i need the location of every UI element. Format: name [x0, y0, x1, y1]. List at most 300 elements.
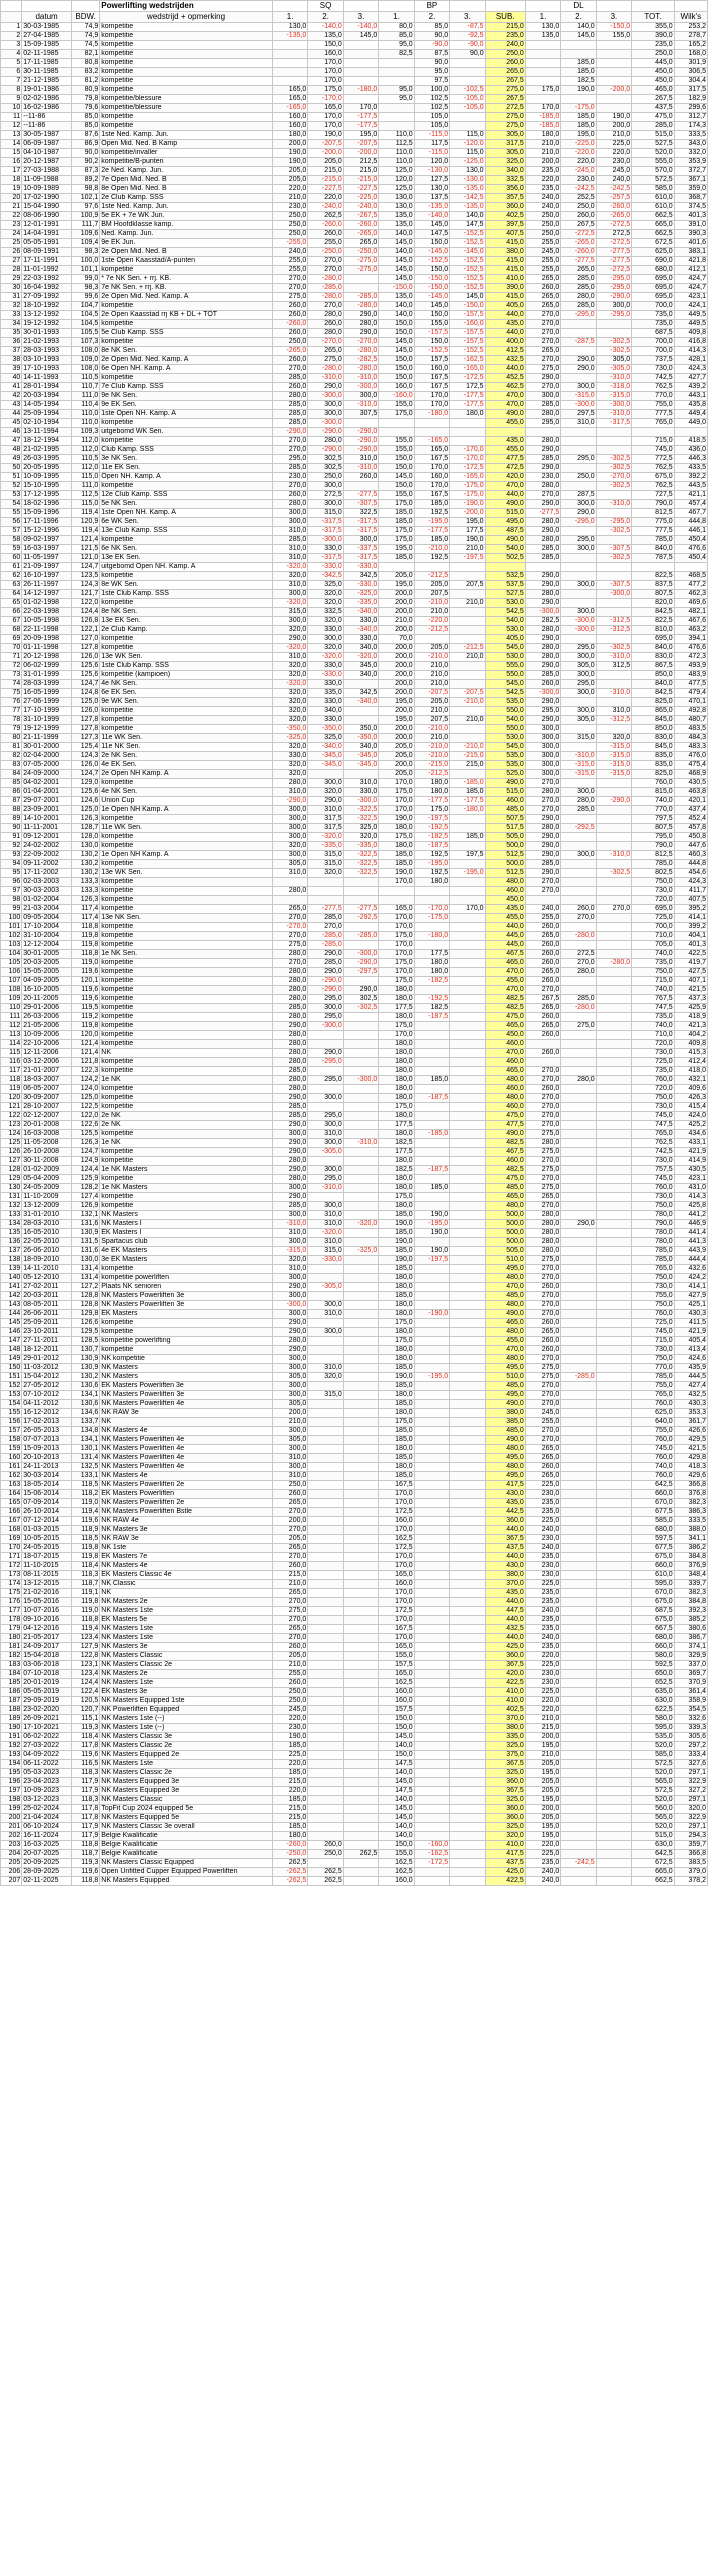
bench-2-cell	[414, 1463, 449, 1472]
total-cell: 630,0	[632, 1841, 675, 1850]
squat-1-cell: 285,0	[272, 536, 307, 545]
bench-2-cell	[414, 1697, 449, 1706]
total-cell: 585,0	[632, 1751, 675, 1760]
row-number: 2	[1, 32, 22, 41]
deadlift-1-cell: 210,0	[525, 1751, 560, 1760]
squat-2-cell: 270,0	[308, 302, 343, 311]
deadlift-1-cell: 270,0	[525, 797, 560, 806]
row-number: 125	[1, 1139, 22, 1148]
event-cell: Club Kamp. SSS	[100, 446, 273, 455]
bench-2-cell: 175,0	[414, 806, 449, 815]
wilks-cell: 354,5	[674, 1706, 707, 1715]
total-cell: 812,5	[632, 509, 675, 518]
deadlift-2-cell: -242,5	[561, 185, 596, 194]
deadlift-2-cell	[561, 1193, 596, 1202]
bench-1-cell: 205,0	[379, 572, 414, 581]
deadlift-2-cell	[561, 572, 596, 581]
squat-3-cell: 342,5	[343, 689, 378, 698]
bench-3-cell	[450, 725, 485, 734]
bodyweight-cell: 90,0	[71, 149, 99, 158]
date-cell: 04-02-2001	[22, 779, 72, 788]
event-cell: kompetitie	[100, 986, 273, 995]
bench-3-cell	[450, 1355, 485, 1364]
squat-1-cell: 285,0	[272, 419, 307, 428]
total-cell: 700,0	[632, 302, 675, 311]
bodyweight-cell: 122,6	[71, 1121, 99, 1130]
bench-2-cell: 210,0	[414, 662, 449, 671]
squat-1-cell: -325,0	[272, 734, 307, 743]
wilks-cell: 409,8	[674, 1040, 707, 1049]
bench-2-cell: -145,0	[414, 248, 449, 257]
wilks-cell: 457,4	[674, 500, 707, 509]
event-cell: 7e Open Mid. Ned. B	[100, 176, 273, 185]
deadlift-2-cell	[561, 1184, 596, 1193]
event-cell: kompetitie	[100, 1004, 273, 1013]
squat-3-cell	[343, 1085, 378, 1094]
bench-3-cell	[450, 1445, 485, 1454]
subtotal-cell: 542,5	[485, 608, 525, 617]
subtotal-cell: 305,0	[485, 131, 525, 140]
deadlift-1-cell: -277,5	[525, 509, 560, 518]
deadlift-3-cell	[596, 1112, 631, 1121]
wilks-cell: 433,5	[674, 464, 707, 473]
bench-1-cell: 200,0	[379, 734, 414, 743]
wilks-cell: 317,5	[674, 86, 707, 95]
squat-2-cell	[308, 1040, 343, 1049]
total-cell: 700,0	[632, 347, 675, 356]
deadlift-1-cell: 275,0	[525, 1148, 560, 1157]
bench-2-cell: 150,0	[414, 266, 449, 275]
wilks-cell: 431,0	[674, 1184, 707, 1193]
deadlift-1-cell: 270,0	[525, 1292, 560, 1301]
bench-1-cell: 205,0	[379, 752, 414, 761]
total-cell: 730,0	[632, 365, 675, 374]
bench-3-cell	[450, 1391, 485, 1400]
squat-1-cell: 320,0	[272, 770, 307, 779]
bench-3-cell	[450, 1085, 485, 1094]
deadlift-1-cell: 255,0	[525, 257, 560, 266]
deadlift-3-cell	[596, 1688, 631, 1697]
subtotal-cell: 332,5	[485, 176, 525, 185]
subtotal-cell: 325,0	[485, 1742, 525, 1751]
bench-1-cell: 195,0	[379, 716, 414, 725]
date-cell: 10-05-1998	[22, 617, 72, 626]
squat-3-cell: 322,5	[343, 509, 378, 518]
bench-3-cell: -165,0	[450, 473, 485, 482]
column-header-row	[1, 12, 708, 23]
subtotal-cell: 367,5	[485, 1787, 525, 1796]
wilks-cell: 418,9	[674, 1013, 707, 1022]
event-cell: NK Masters Classic 2e	[100, 1661, 273, 1670]
row-number: 107	[1, 977, 22, 986]
date-cell: 28-09-2025	[22, 1868, 72, 1877]
bench-1-cell: 170,0	[379, 1526, 414, 1535]
event-cell: NK Masters Classic	[100, 1652, 273, 1661]
subtotal-cell: 455,0	[485, 419, 525, 428]
row-number: 51	[1, 473, 22, 482]
bench-2-cell	[414, 1616, 449, 1625]
squat-3-cell	[343, 77, 378, 86]
date-cell: 02-04-2000	[22, 752, 72, 761]
squat-2-cell	[308, 1652, 343, 1661]
deadlift-3-cell	[596, 608, 631, 617]
subtotal-cell: 275,0	[485, 113, 525, 122]
squat-1-cell: 280,0	[272, 392, 307, 401]
squat-2-cell: -345,0	[308, 761, 343, 770]
table-row	[1, 1013, 708, 1022]
deadlift-3-cell	[596, 1337, 631, 1346]
squat-3-cell	[343, 1526, 378, 1535]
deadlift-1-cell: 275,0	[525, 1364, 560, 1373]
squat-2-cell	[308, 1679, 343, 1688]
squat-1-cell: 300,0	[272, 815, 307, 824]
subtotal-cell: 540,0	[485, 545, 525, 554]
deadlift-1-cell: 255,0	[525, 1418, 560, 1427]
deadlift-1-cell: 245,0	[525, 248, 560, 257]
wilks-cell: 432,1	[674, 1076, 707, 1085]
wilks-cell: 382,3	[674, 1499, 707, 1508]
squat-1-cell: 280,0	[272, 995, 307, 1004]
bench-3-cell	[450, 1805, 485, 1814]
deadlift-2-cell	[561, 1265, 596, 1274]
bench-1-cell: 190,0	[379, 1220, 414, 1229]
bench-2-cell	[414, 1337, 449, 1346]
squat-3-cell: -322,5	[343, 860, 378, 869]
total-cell: 592,5	[632, 1661, 675, 1670]
row-number: 168	[1, 1526, 22, 1535]
table-row	[1, 590, 708, 599]
squat-1-cell: 185,0	[272, 1742, 307, 1751]
subtotal-cell: 440,0	[485, 311, 525, 320]
date-cell: 13-12-2015	[22, 1580, 72, 1589]
bench-2-cell: -192,5	[414, 995, 449, 1004]
squat-2-cell: 315,0	[308, 1247, 343, 1256]
squat-2-cell: 205,0	[308, 158, 343, 167]
event-cell: kompetitie	[100, 995, 273, 1004]
wilks-cell: 407,5	[674, 896, 707, 905]
bodyweight-cell: 130,9	[71, 1355, 99, 1364]
squat-2-cell: 285,0	[308, 959, 343, 968]
squat-1-cell: 310,0	[272, 869, 307, 878]
date-cell: 28-03-2010	[22, 1220, 72, 1229]
deadlift-3-cell	[596, 1553, 631, 1562]
row-number: 136	[1, 1238, 22, 1247]
squat-3-cell	[343, 1742, 378, 1751]
deadlift-3-cell: -317,5	[596, 419, 631, 428]
date-cell: 09-11-2002	[22, 860, 72, 869]
event-cell: NK Masters	[100, 1211, 273, 1220]
subtotal-cell: 415,0	[485, 266, 525, 275]
bench-3-cell: -150,0	[450, 302, 485, 311]
deadlift-3-cell	[596, 1310, 631, 1319]
bench-3-cell	[450, 1121, 485, 1130]
deadlift-2-cell: 275,0	[561, 1022, 596, 1031]
bench-2-cell: -145,0	[414, 293, 449, 302]
deadlift-1-cell: 280,0	[525, 626, 560, 635]
bench-3-cell	[450, 122, 485, 131]
squat-3-cell	[343, 770, 378, 779]
squat-1-cell: 250,0	[272, 212, 307, 221]
row-number: 190	[1, 1724, 22, 1733]
deadlift-2-cell	[561, 698, 596, 707]
total-cell: 475,0	[632, 113, 675, 122]
subtotal-cell: 505,0	[485, 1247, 525, 1256]
squat-3-cell	[343, 1751, 378, 1760]
squat-2-cell: 170,0	[308, 59, 343, 68]
bench-3-cell	[450, 1526, 485, 1535]
deadlift-1-cell: 275,0	[525, 1184, 560, 1193]
squat-2-header: 2.	[308, 12, 343, 23]
bench-1-cell: 170,0	[379, 779, 414, 788]
row-number: 81	[1, 743, 22, 752]
bench-2-cell: -180,0	[414, 410, 449, 419]
bodyweight-cell: 125,5	[71, 1130, 99, 1139]
total-cell: 695,0	[632, 284, 675, 293]
bench-2-cell	[414, 1724, 449, 1733]
squat-3-cell: -317,5	[343, 518, 378, 527]
squat-3-cell	[343, 1769, 378, 1778]
bench-2-cell: -150,0	[414, 275, 449, 284]
event-cell: NK Masters Classic 3e	[100, 1733, 273, 1742]
bodyweight-cell: 86,9	[71, 140, 99, 149]
wilks-cell: 366,8	[674, 1481, 707, 1490]
row-number: 54	[1, 500, 22, 509]
row-number: 102	[1, 932, 22, 941]
squat-1-cell: -255,0	[272, 239, 307, 248]
table-row	[1, 1796, 708, 1805]
deadlift-3-cell: -272,5	[596, 266, 631, 275]
bench-1-cell: 170,0	[379, 1490, 414, 1499]
bodyweight-cell: 111,0	[71, 392, 99, 401]
squat-1-cell: 280,0	[272, 1157, 307, 1166]
bench-1-cell: 170,0	[379, 914, 414, 923]
wilks-cell: 444,4	[674, 1256, 707, 1265]
bench-3-cell	[450, 1148, 485, 1157]
bench-1-cell: 200,0	[379, 653, 414, 662]
bench-2-cell: 160,0	[414, 365, 449, 374]
bodyweight-cell: 127,8	[71, 644, 99, 653]
subtotal-cell: 380,0	[485, 248, 525, 257]
wilks-cell: 426,6	[674, 1427, 707, 1436]
squat-3-cell: 330,0	[343, 617, 378, 626]
squat-3-cell	[343, 1544, 378, 1553]
total-cell: 672,5	[632, 1859, 675, 1868]
bench-3-cell	[450, 707, 485, 716]
bench-3-cell: -200,0	[450, 509, 485, 518]
wilks-cell: 358,9	[674, 1697, 707, 1706]
bench-2-cell: 210,0	[414, 671, 449, 680]
table-row	[1, 1409, 708, 1418]
wilks-cell: 394,1	[674, 635, 707, 644]
subtotal-cell: 480,0	[485, 1094, 525, 1103]
deadlift-1-cell: 280,0	[525, 536, 560, 545]
squat-1-cell: 310,0	[272, 527, 307, 536]
table-row	[1, 1850, 708, 1859]
bench-3-cell	[450, 842, 485, 851]
date-cell: 03-10-1993	[22, 356, 72, 365]
squat-1-cell: 300,0	[272, 518, 307, 527]
squat-1-cell: 190,0	[272, 158, 307, 167]
squat-3-cell	[343, 1643, 378, 1652]
squat-1-cell: 270,0	[272, 437, 307, 446]
date-cell: 15-05-2016	[22, 1598, 72, 1607]
deadlift-2-cell	[561, 1031, 596, 1040]
squat-1-cell: 260,0	[272, 302, 307, 311]
squat-1-cell: 210,0	[272, 1580, 307, 1589]
deadlift-1-cell: 270,0	[525, 320, 560, 329]
deadlift-2-cell	[561, 887, 596, 896]
bench-3-cell: 115,0	[450, 131, 485, 140]
deadlift-1-cell	[525, 50, 560, 59]
bench-1-cell: 175,0	[379, 410, 414, 419]
wilks-cell: 353,3	[674, 1409, 707, 1418]
wilks-cell: 297,1	[674, 1769, 707, 1778]
wilks-cell: 480,7	[674, 716, 707, 725]
wilks-cell: 449,5	[674, 311, 707, 320]
row-number: 169	[1, 1535, 22, 1544]
deadlift-2-cell	[561, 878, 596, 887]
total-cell: 745,0	[632, 446, 675, 455]
total-cell: 840,0	[632, 545, 675, 554]
event-cell: kompetitie	[100, 1319, 273, 1328]
subtotal-cell: 485,0	[485, 1427, 525, 1436]
bench-3-cell	[450, 437, 485, 446]
deadlift-3-cell	[596, 1130, 631, 1139]
row-number: 1	[1, 23, 22, 32]
deadlift-3-cell: -305,0	[596, 365, 631, 374]
bodyweight-cell: 105,5	[71, 329, 99, 338]
bench-2-cell: -182,5	[414, 833, 449, 842]
deadlift-1-cell: 205,0	[525, 1787, 560, 1796]
date-cell: 28-03-1993	[22, 347, 72, 356]
deadlift-2-cell	[561, 1202, 596, 1211]
event-cell: EK Masters 5e	[100, 1616, 273, 1625]
subtotal-cell: 325,0	[485, 1769, 525, 1778]
deadlift-3-cell	[596, 725, 631, 734]
event-cell: kompetitie	[100, 1265, 273, 1274]
squat-1-cell: 220,0	[272, 1787, 307, 1796]
squat-2-cell	[308, 1742, 343, 1751]
table-row	[1, 986, 708, 995]
bench-2-cell: -187,5	[414, 842, 449, 851]
event-cell: NK Masters 1ste (--)	[100, 1715, 273, 1724]
squat-2-cell: 320,0	[308, 788, 343, 797]
deadlift-1-cell: 260,0	[525, 284, 560, 293]
squat-3-cell	[343, 1463, 378, 1472]
bench-1-cell	[379, 419, 414, 428]
squat-3-cell: -335,0	[343, 842, 378, 851]
bodyweight-cell: 122,3	[71, 1067, 99, 1076]
squat-3-cell	[343, 1553, 378, 1562]
squat-3-cell	[343, 1418, 378, 1427]
row-number: 86	[1, 788, 22, 797]
row-number: 112	[1, 1022, 22, 1031]
date-cell: 28-03-1999	[22, 680, 72, 689]
squat-1-cell: 280,0	[272, 1031, 307, 1040]
wilks-cell: 411,5	[674, 1319, 707, 1328]
bench-3-cell	[450, 1544, 485, 1553]
deadlift-3-cell	[596, 1373, 631, 1382]
bodyweight-cell: 126,0	[71, 653, 99, 662]
squat-1-cell: 265,0	[272, 1589, 307, 1598]
wilks-cell: 424,0	[674, 1112, 707, 1121]
deadlift-3-cell	[596, 1796, 631, 1805]
bench-2-cell	[414, 1553, 449, 1562]
table-row	[1, 1517, 708, 1526]
date-cell: 24-02-2002	[22, 842, 72, 851]
deadlift-1-cell: 225,0	[525, 1517, 560, 1526]
total-cell: 715,0	[632, 1337, 675, 1346]
table-row	[1, 1076, 708, 1085]
bodyweight-cell: 121,5	[71, 545, 99, 554]
wilks-cell: 424,7	[674, 275, 707, 284]
bench-2-cell	[414, 1760, 449, 1769]
squat-2-cell: 320,0	[308, 599, 343, 608]
table-row	[1, 689, 708, 698]
bench-1-cell: 170,0	[379, 941, 414, 950]
row-number: 186	[1, 1688, 22, 1697]
squat-3-cell: -325,0	[343, 590, 378, 599]
bench-2-cell: 180,0	[414, 968, 449, 977]
row-number: 32	[1, 302, 22, 311]
total-cell: 750,0	[632, 1301, 675, 1310]
deadlift-1-cell: 240,0	[525, 194, 560, 203]
subtotal-cell: 490,0	[485, 1310, 525, 1319]
event-cell: 1ste Open NH. Kamp. A	[100, 509, 273, 518]
bodyweight-cell: 118,8	[71, 923, 99, 932]
deadlift-2-cell: 260,0	[561, 212, 596, 221]
bench-2-cell: -210,0	[414, 653, 449, 662]
squat-1-cell: 230,0	[272, 473, 307, 482]
deadlift-1-cell: 235,0	[525, 167, 560, 176]
wilks-cell: 299,6	[674, 104, 707, 113]
deadlift-3-cell: -270,0	[596, 473, 631, 482]
bench-1-cell	[379, 59, 414, 68]
total-cell: 790,0	[632, 842, 675, 851]
bodyweight-cell: 123,1	[71, 1661, 99, 1670]
bench-2-cell: 147,5	[414, 230, 449, 239]
deadlift-1-cell: 270,0	[525, 1175, 560, 1184]
event-cell: NK Masters 1ste	[100, 1760, 273, 1769]
bench-1-cell: 140,0	[379, 1769, 414, 1778]
wilks-cell: 425,1	[674, 1301, 707, 1310]
squat-2-cell: 220,0	[308, 194, 343, 203]
total-cell: 837,5	[632, 581, 675, 590]
table-row	[1, 401, 708, 410]
bench-3-cell: 115,0	[450, 149, 485, 158]
squat-3-cell: -177,5	[343, 113, 378, 122]
bench-1-cell: 180,0	[379, 1175, 414, 1184]
squat-1-cell: 285,0	[272, 374, 307, 383]
event-cell: EK Masters Classic 4e	[100, 1571, 273, 1580]
bench-2-cell: -192,5	[414, 824, 449, 833]
event-cell: kompetitie	[100, 320, 273, 329]
row-number: 207	[1, 1877, 22, 1886]
bench-2-cell	[414, 1346, 449, 1355]
total-cell: 580,0	[632, 1652, 675, 1661]
date-cell: 17-10-2021	[22, 1724, 72, 1733]
table-row	[1, 1823, 708, 1832]
subtotal-cell: 535,0	[485, 698, 525, 707]
bench-1-cell: 175,0	[379, 1103, 414, 1112]
deadlift-1-cell: 270,0	[525, 779, 560, 788]
wilks-cell: 425,8	[674, 1202, 707, 1211]
squat-1-cell: 285,0	[272, 1112, 307, 1121]
squat-3-cell	[343, 1211, 378, 1220]
squat-2-cell: 275,0	[308, 356, 343, 365]
table-row	[1, 500, 708, 509]
wilks-cell: 376,9	[674, 1562, 707, 1571]
